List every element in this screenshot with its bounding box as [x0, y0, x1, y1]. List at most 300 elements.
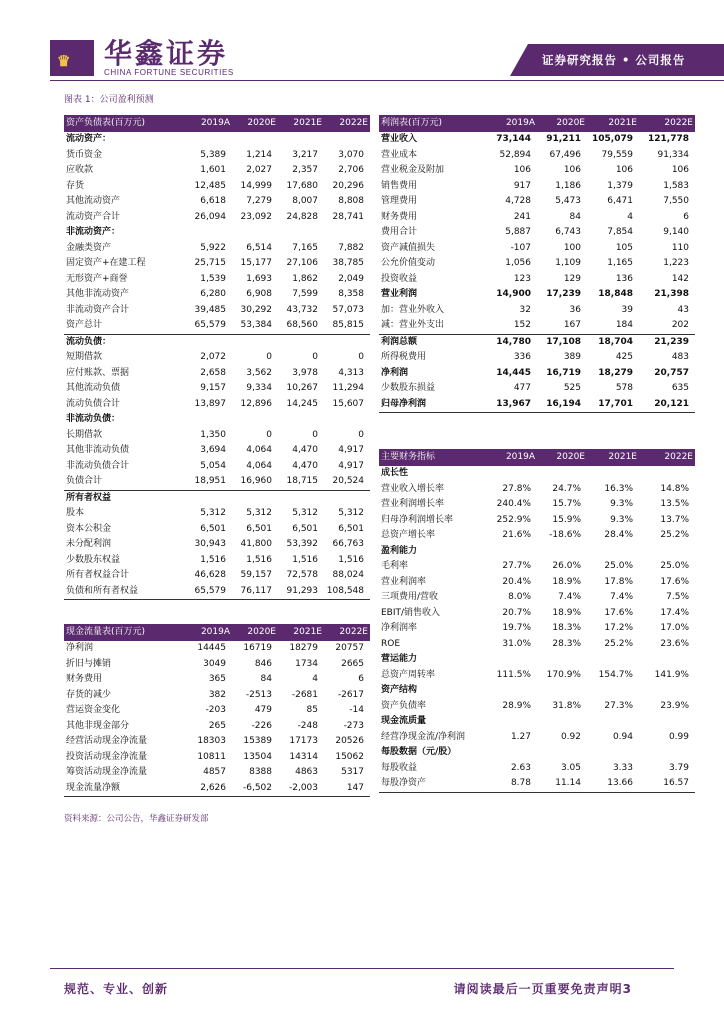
table-row [379, 179, 695, 195]
value-cell: 4 [627, 211, 633, 222]
value-cell: 20.4% [502, 576, 531, 587]
value-cell: 14.8% [660, 483, 689, 494]
value-cell: 5,922 [200, 242, 226, 253]
value-cell: 14,780 [496, 336, 531, 347]
value-cell: 4,470 [292, 445, 318, 455]
value-cell: 106 [513, 165, 531, 175]
value-cell: 18.9% [552, 576, 581, 587]
value-cell: 73,144 [496, 134, 531, 144]
table-row [64, 443, 370, 459]
value-cell: 917 [513, 180, 531, 191]
value-cell: 1,350 [200, 429, 226, 440]
value-cell [537, 652, 587, 668]
row-label: 财务费用 [66, 674, 103, 684]
value-cell: 3,217 [292, 149, 318, 160]
value-cell: 65,579 [184, 584, 232, 600]
year-header-cell: 2020E [537, 115, 587, 132]
value-cell: 4,064 [246, 460, 272, 471]
row-label: 费用合计 [381, 227, 418, 237]
value-cell: 1,056 [505, 258, 531, 268]
value-cell: 121,778 [648, 134, 689, 144]
value-cell: 17.2% [604, 623, 633, 633]
value-cell: 16,194 [537, 397, 587, 413]
value-cell: 25.2% [660, 530, 689, 540]
value-cell [184, 225, 232, 241]
value-cell: 15,177 [240, 258, 272, 268]
table-row [64, 225, 370, 241]
table-row [379, 497, 695, 513]
value-cell: 25.2% [604, 638, 633, 649]
table-row [64, 657, 370, 673]
row-label: 少数股东损益 [381, 383, 436, 393]
table-row [379, 287, 695, 303]
value-cell: 30,292 [240, 304, 272, 315]
report-type-label: 证券研究报告 • 公司报告 [542, 53, 686, 67]
table-row [379, 148, 695, 164]
row-label: EBIT/销售收入 [381, 607, 441, 618]
value-cell: 13.66 [587, 776, 639, 792]
value-cell: 2,706 [338, 165, 364, 175]
table-row [64, 553, 370, 569]
value-cell: 7,279 [246, 196, 272, 206]
table-row [379, 652, 695, 668]
row-label: 净利润 [66, 643, 94, 653]
value-cell: -273 [343, 720, 364, 731]
row-label: 非流动负债： [66, 414, 121, 424]
value-cell: 6,471 [607, 196, 633, 206]
row-label: 资产负债率 [381, 700, 427, 711]
row-label: 营业成本 [381, 149, 418, 160]
table-row [64, 522, 370, 538]
value-cell: 0.94 [612, 731, 633, 742]
value-cell: 91,211 [546, 134, 581, 144]
value-cell: 0 [266, 352, 272, 362]
table-row [379, 730, 695, 746]
value-cell: 9,140 [663, 227, 689, 237]
value-cell: 4857 [203, 767, 226, 777]
value-cell [639, 745, 695, 761]
table-row [64, 412, 370, 428]
row-label: 存货 [66, 180, 85, 191]
value-cell [483, 466, 537, 482]
value-cell: 13504 [243, 751, 272, 762]
value-cell: 2,072 [200, 352, 226, 362]
value-cell: 2,027 [246, 165, 272, 175]
row-label: 流动资产： [66, 134, 112, 144]
value-cell [483, 714, 537, 730]
value-cell: 20526 [335, 736, 364, 746]
table-row [379, 241, 695, 257]
value-cell: 5,312 [200, 508, 226, 518]
value-cell: 24,828 [286, 211, 318, 222]
row-label: 资本公积金 [66, 523, 112, 534]
value-cell [278, 132, 324, 148]
value-cell: 27.7% [502, 561, 531, 571]
value-cell: 2.63 [510, 762, 531, 773]
value-cell: -2,003 [278, 781, 324, 797]
value-cell: 4,064 [246, 445, 272, 455]
value-cell: 8,358 [338, 289, 364, 299]
value-cell [483, 683, 537, 699]
row-label: 流动负债： [66, 336, 112, 347]
year-header-cell: 2019A [184, 624, 232, 641]
value-cell: 10811 [197, 751, 226, 762]
value-cell: 6,618 [200, 196, 226, 206]
row-label: 经营活动现金净流量 [66, 736, 148, 746]
value-cell: 635 [671, 383, 689, 393]
value-cell: 7,550 [663, 196, 689, 206]
value-cell: 66,763 [332, 539, 364, 549]
table-title-cell: 利润表(百万元) [379, 115, 483, 132]
row-label: 营运能力 [381, 654, 418, 664]
table-row [379, 544, 695, 560]
value-cell [232, 225, 278, 241]
value-cell [184, 490, 232, 506]
table-row [379, 132, 695, 148]
value-cell: 2,357 [292, 165, 318, 175]
value-cell: 17173 [289, 736, 318, 746]
row-label: 金融类资产 [66, 242, 112, 253]
value-cell: 26,094 [194, 211, 226, 222]
value-cell: 3049 [203, 658, 226, 669]
value-cell: 17.4% [660, 607, 689, 618]
value-cell: -6,502 [232, 781, 278, 797]
value-cell: 20,121 [639, 397, 695, 413]
value-cell: 41,800 [240, 539, 272, 549]
value-cell: 479 [254, 705, 272, 715]
row-label: 负债合计 [64, 474, 184, 490]
financial-ratios-table [379, 449, 695, 793]
value-cell: 6 [358, 674, 364, 684]
value-cell [184, 412, 232, 428]
row-label: 货币资金 [66, 149, 103, 160]
income-statement-body [379, 132, 695, 413]
value-cell: 5,312 [338, 508, 364, 518]
value-cell: 106 [671, 165, 689, 175]
value-cell: 12,896 [240, 398, 272, 409]
value-cell [587, 683, 639, 699]
table-row [64, 781, 370, 797]
value-cell: 3.79 [668, 762, 689, 773]
value-cell: 7,882 [338, 242, 364, 253]
table-row [379, 318, 695, 334]
value-cell: 0.99 [668, 731, 689, 742]
value-cell: 8,808 [338, 196, 364, 206]
value-cell: 17.8% [604, 576, 633, 587]
row-label: 其他非流动资产 [66, 289, 130, 299]
row-label: 减：营业外支出 [379, 318, 483, 334]
table-row [379, 381, 695, 397]
value-cell: 88,024 [332, 570, 364, 580]
value-cell: 525 [563, 383, 581, 393]
value-cell: 85 [306, 705, 318, 715]
value-cell: 5,389 [200, 149, 226, 160]
value-cell: 46,628 [194, 570, 226, 580]
row-label: 股本 [66, 508, 85, 518]
value-cell: 111.5% [496, 669, 531, 680]
table-row [64, 148, 370, 164]
value-cell: 85,815 [324, 318, 370, 334]
crown-icon: ♛ [57, 52, 70, 70]
row-label: 其他非现金部分 [66, 720, 130, 731]
value-cell: 14,445 [496, 367, 531, 378]
value-cell [184, 334, 232, 350]
value-cell: 147 [324, 781, 370, 797]
value-cell: 25.0% [604, 561, 633, 571]
value-cell: 136 [615, 273, 633, 284]
cash-flow-body [64, 641, 370, 797]
value-cell: 15389 [243, 736, 272, 746]
table-row [64, 397, 370, 413]
table-row [379, 699, 695, 715]
year-header-cell: 2021E [587, 115, 639, 132]
value-cell: 18279 [289, 643, 318, 653]
value-cell: 1,862 [292, 273, 318, 284]
table-row [64, 719, 370, 735]
value-cell: 16.57 [639, 776, 695, 792]
value-cell: 18,715 [278, 474, 324, 490]
table-row [379, 366, 695, 382]
row-label: 归母净利润 [379, 397, 483, 413]
value-cell: 15062 [335, 751, 364, 762]
value-cell: 5317 [341, 767, 364, 777]
table-row [64, 210, 370, 226]
table-row [64, 568, 370, 584]
value-cell: 129 [563, 273, 581, 284]
row-label: 营业收入 [381, 134, 418, 144]
table-row [64, 366, 370, 382]
value-cell: 65,579 [184, 318, 232, 334]
value-cell: 15.7% [552, 499, 581, 509]
year-header-cell: 2021E [587, 449, 639, 466]
table-row [379, 272, 695, 288]
year-header-cell: 2020E [537, 449, 587, 466]
value-cell: 16.3% [604, 483, 633, 494]
row-label: 折旧与摊销 [66, 658, 112, 669]
value-cell: 18,279 [598, 367, 633, 378]
table-row [64, 350, 370, 366]
value-cell: 6,280 [200, 289, 226, 299]
value-cell: 252.9% [496, 514, 531, 525]
row-label: 每股数据（元/股） [381, 747, 457, 757]
value-cell [483, 745, 537, 761]
row-label: 资产结构 [381, 685, 418, 695]
table-row [64, 428, 370, 444]
value-cell: 1,693 [246, 273, 272, 284]
value-cell: 9,157 [200, 383, 226, 393]
row-label: 公允价值变动 [381, 258, 436, 268]
value-cell [587, 652, 639, 668]
row-label: 非流动资产合计 [66, 304, 130, 315]
value-cell: 170.9% [546, 669, 581, 680]
year-header-cell: 2022E [324, 115, 370, 132]
value-cell: 67,496 [549, 149, 581, 160]
value-cell: 53,384 [232, 318, 278, 334]
value-cell: 265 [208, 720, 226, 731]
cash-flow-table [64, 624, 370, 797]
value-cell: 8,007 [292, 196, 318, 206]
row-label: 成长性 [381, 468, 409, 478]
table-row [64, 318, 370, 334]
table-row [64, 490, 370, 506]
value-cell: 2,626 [184, 781, 232, 797]
value-cell: 389 [563, 352, 581, 362]
table-row [379, 513, 695, 529]
table-row [64, 506, 370, 522]
table-row [379, 194, 695, 210]
value-cell: 18.3% [552, 623, 581, 633]
row-label: ROE [381, 638, 401, 649]
value-cell: 1,186 [555, 180, 581, 191]
value-cell [587, 745, 639, 761]
table-row [379, 559, 695, 575]
table-row [379, 163, 695, 179]
value-cell: 27.8% [502, 483, 531, 494]
table-row [64, 132, 370, 148]
row-label: 非流动资产： [66, 227, 121, 237]
value-cell: 52,894 [499, 149, 531, 160]
value-cell [639, 466, 695, 482]
value-cell: 152 [483, 318, 537, 334]
value-cell: 123 [513, 273, 531, 284]
row-label: 资产总计 [64, 318, 184, 334]
value-cell: 241 [513, 211, 531, 222]
value-cell: 59,157 [240, 570, 272, 580]
row-label: 现金流量净额 [64, 781, 184, 797]
row-label: 所有者权益 [66, 492, 112, 503]
value-cell [483, 652, 537, 668]
value-cell [232, 412, 278, 428]
row-label: 盈利能力 [381, 545, 418, 556]
value-cell [232, 132, 278, 148]
value-cell: 0 [312, 429, 318, 440]
value-cell: 28.9% [502, 700, 531, 711]
value-cell: 12,485 [194, 180, 226, 191]
balance-sheet-header [64, 115, 370, 132]
value-cell: -2513 [245, 689, 272, 700]
table-row [379, 466, 695, 482]
value-cell: 36 [569, 304, 581, 315]
value-cell: 184 [587, 318, 639, 334]
value-cell: 7,854 [607, 227, 633, 237]
value-cell: 17,239 [546, 289, 581, 299]
value-cell: -2681 [291, 689, 318, 700]
value-cell: 25.0% [660, 561, 689, 571]
row-label: 其他非流动负债 [66, 445, 130, 455]
value-cell: -2617 [337, 689, 364, 700]
value-cell: 9,334 [246, 383, 272, 393]
row-label: 经营净现金流/净利润 [381, 731, 466, 742]
value-cell: 0.92 [560, 731, 581, 742]
value-cell: 24.7% [552, 483, 581, 494]
value-cell: 6 [683, 211, 689, 222]
value-cell: 18303 [197, 736, 226, 746]
value-cell: 1,583 [663, 180, 689, 191]
value-cell: 14314 [289, 751, 318, 762]
value-cell [639, 544, 695, 560]
value-cell: 5,312 [246, 508, 272, 518]
value-cell: -107 [510, 242, 531, 253]
value-cell: 28.4% [604, 530, 633, 540]
value-cell: 6,501 [292, 523, 318, 534]
value-cell: 3,694 [200, 445, 226, 455]
row-label: 销售费用 [381, 180, 418, 191]
table-row [64, 734, 370, 750]
value-cell: 84 [569, 211, 581, 222]
value-cell: 105,079 [592, 134, 633, 144]
value-cell: 16719 [243, 643, 272, 653]
balance-sheet-body [64, 132, 370, 600]
income-statement-header [379, 115, 695, 132]
value-cell: 4863 [295, 767, 318, 777]
value-cell: 6,501 [246, 523, 272, 534]
value-cell: 13,967 [483, 397, 537, 413]
table-row [379, 668, 695, 684]
table-row [379, 350, 695, 366]
value-cell: 425 [615, 352, 633, 362]
row-label: 应付账款、票据 [66, 367, 130, 378]
value-cell: 16,719 [546, 367, 581, 378]
value-cell [587, 544, 639, 560]
value-cell: 57,073 [332, 304, 364, 315]
table-title-cell: 现金流量表(百万元) [64, 624, 184, 641]
income-statement-table [379, 115, 695, 413]
figure-caption: 图表 1：公司盈利预测 [64, 95, 154, 105]
value-cell: 1.27 [510, 731, 531, 742]
row-label: 其他流动负债 [66, 383, 121, 393]
cash-flow-header [64, 624, 370, 641]
table-row [379, 745, 695, 761]
row-label: 三项费用/营收 [381, 592, 439, 602]
value-cell: 13.5% [660, 499, 689, 509]
value-cell: 1,223 [663, 258, 689, 268]
value-cell: 18,848 [598, 289, 633, 299]
page-header [0, 0, 724, 82]
value-cell: 142 [671, 273, 689, 284]
value-cell: 141.9% [654, 669, 689, 680]
table-row [379, 225, 695, 241]
row-label: 筹资活动现金净流量 [66, 767, 148, 777]
value-cell: 26.0% [552, 561, 581, 571]
value-cell [184, 132, 232, 148]
row-label: 负债和所有者权益 [64, 584, 184, 600]
row-label: 营业收入增长率 [381, 483, 445, 494]
value-cell: 39 [621, 304, 633, 315]
value-cell: 6,743 [555, 227, 581, 237]
value-cell: 1,516 [338, 554, 364, 565]
value-cell: 32 [519, 304, 531, 315]
value-cell: 5,473 [555, 196, 581, 206]
row-label: 流动负债合计 [66, 398, 121, 409]
value-cell: 578 [615, 383, 633, 393]
value-cell: 4,470 [292, 460, 318, 471]
table-row [64, 272, 370, 288]
value-cell: 2,658 [200, 367, 226, 378]
year-header-cell: 2021E [278, 115, 324, 132]
row-label: 毛利率 [381, 561, 409, 571]
row-label: 营业税金及附加 [381, 165, 445, 175]
row-label: 营业利润 [381, 289, 418, 299]
row-label: 总资产周转率 [381, 669, 436, 680]
table-row [379, 637, 695, 653]
financial-ratios-body [379, 466, 695, 792]
value-cell: 6,501 [338, 523, 364, 534]
table-row [64, 163, 370, 179]
row-label: 其他流动资产 [66, 196, 121, 206]
row-label: 现金流质量 [381, 716, 427, 726]
value-cell: 43,732 [286, 304, 318, 315]
value-cell: -226 [251, 720, 272, 731]
